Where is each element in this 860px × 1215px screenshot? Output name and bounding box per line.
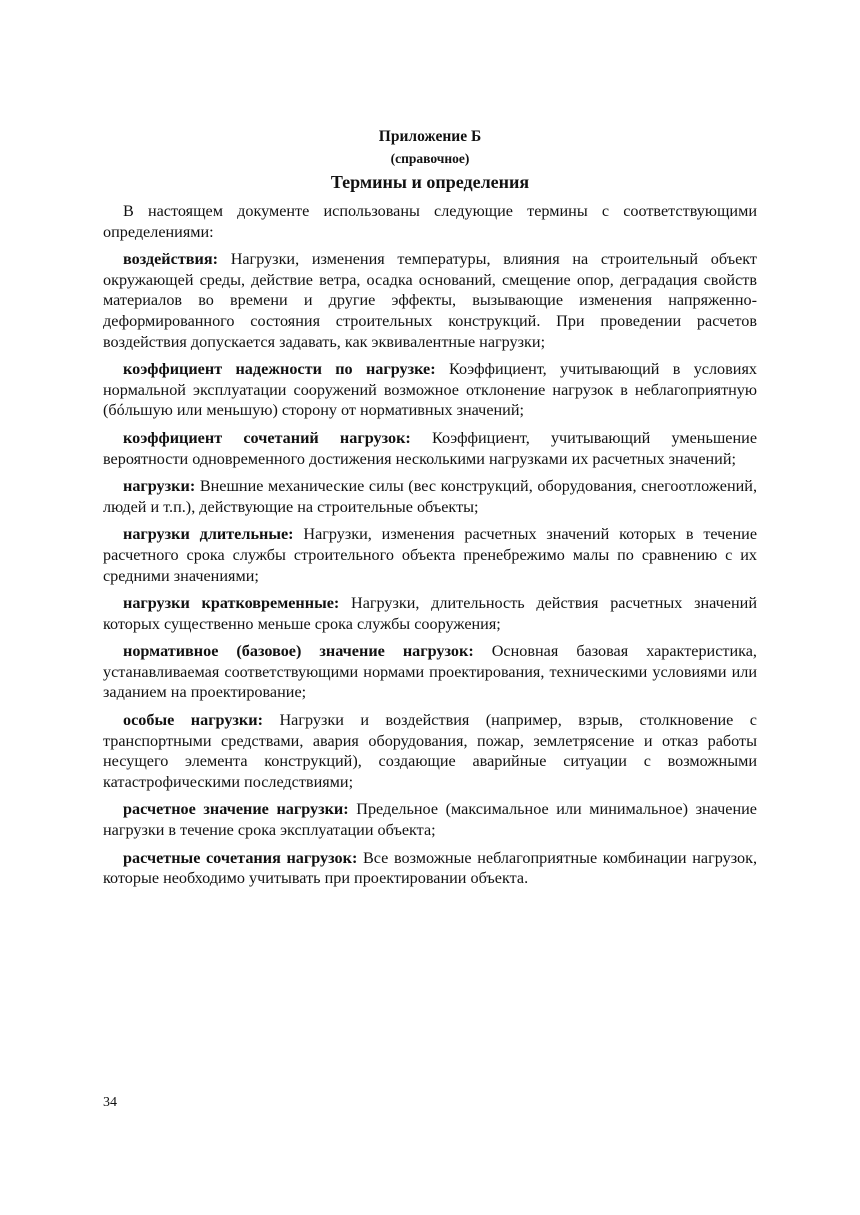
- appendix-note: (справочное): [390, 151, 470, 166]
- intro-paragraph: В настоящем документе использованы следующие термины с соответствующими определениями:: [103, 202, 757, 241]
- definition-text: Нагрузки и воздействия (например, взрыв, столкновение с транспортными средствами, авария оборудования, пожар, землетрясение и отказ работы несущего элемента конструкций), создающие аварийные ситуации с возможными катастрофическими последствиями;: [103, 711, 757, 791]
- definition-term: нормативное (базовое) значение нагрузок:: [123, 642, 474, 661]
- appendix-title: Приложение Б: [378, 128, 482, 145]
- definition-term: коэффициент сочетаний нагрузок:: [123, 428, 411, 447]
- definitions-body: [103, 201, 757, 896]
- definition-paragraph: [103, 428, 757, 469]
- definition-text: Нагрузки, длительность действия расчетных значений которых существенно меньше срока службы сооружения;: [103, 594, 757, 633]
- definition-paragraph: [103, 799, 757, 840]
- section-title: Термины и определения: [330, 172, 530, 192]
- page-number: 34: [103, 1095, 117, 1110]
- definition-paragraph: [103, 641, 757, 703]
- definition-paragraph: [103, 476, 757, 517]
- definition-term: нагрузки кратковременные:: [123, 594, 340, 613]
- definition-text: Нагрузки, изменения расчетных значений которых в течение расчетного срока службы строительного объекта пренебрежимо малы по сравнению с их средними значениями;: [103, 525, 758, 585]
- definition-text: Предельное (максимальное или минимальное) значение нагрузки в течение срока эксплуатации объекта;: [103, 800, 757, 840]
- definition-term: воздействия:: [123, 250, 218, 269]
- definition-text: Коэффициент, учитывающий уменьшение вероятности одновременного достижения несколькими нагрузками их расчетных значений;: [103, 428, 757, 468]
- definition-text: Внешние механические силы (вес конструкций, оборудования, снегоотложений, людей и т.п.), действующие на строительные объекты;: [103, 477, 757, 516]
- definition-term: расчетное значение нагрузки:: [123, 800, 349, 819]
- definition-term: коэффициент надежности по нагрузке:: [123, 360, 436, 379]
- definition-paragraph: [103, 848, 757, 889]
- definition-term: нагрузки длительные:: [123, 525, 294, 544]
- definition-paragraph: [103, 524, 757, 586]
- definition-term: нагрузки:: [123, 477, 196, 496]
- definition-term: особые нагрузки:: [123, 711, 263, 730]
- definition-text: Коэффициент, учитывающий в условиях нормальной эксплуатации сооружений возможное отклонение нагрузок в неблагоприятную (бóльшую или меньшую) сторону от нормативных значений;: [103, 360, 757, 420]
- definition-paragraph: [103, 593, 757, 634]
- definition-paragraph: [103, 249, 757, 352]
- definition-text: Все возможные неблагоприятные комбинации нагрузок, которые необходимо учитывать при проектировании объекта.: [103, 848, 757, 888]
- definition-paragraph: [103, 359, 757, 421]
- definition-paragraph: [103, 710, 757, 792]
- definition-text: Основная базовая характеристика, устанавливаемая соответствующими нормами проектирования, техническими условиями или заданием на проектирование;: [103, 642, 757, 702]
- definition-text: Нагрузки, изменения температуры, влияния на строительный объект окружающей среды, действие ветра, осадка оснований, смещение опор, деградация свойств материалов во времени и другие эффекты, вызывающие изменения напряженно-деформированного состояния строительных конструкций. При проведении расчетов воздействия допускается задавать, как эквивалентные нагрузки;: [103, 250, 757, 351]
- definition-term: расчетные сочетания нагрузок:: [123, 848, 358, 867]
